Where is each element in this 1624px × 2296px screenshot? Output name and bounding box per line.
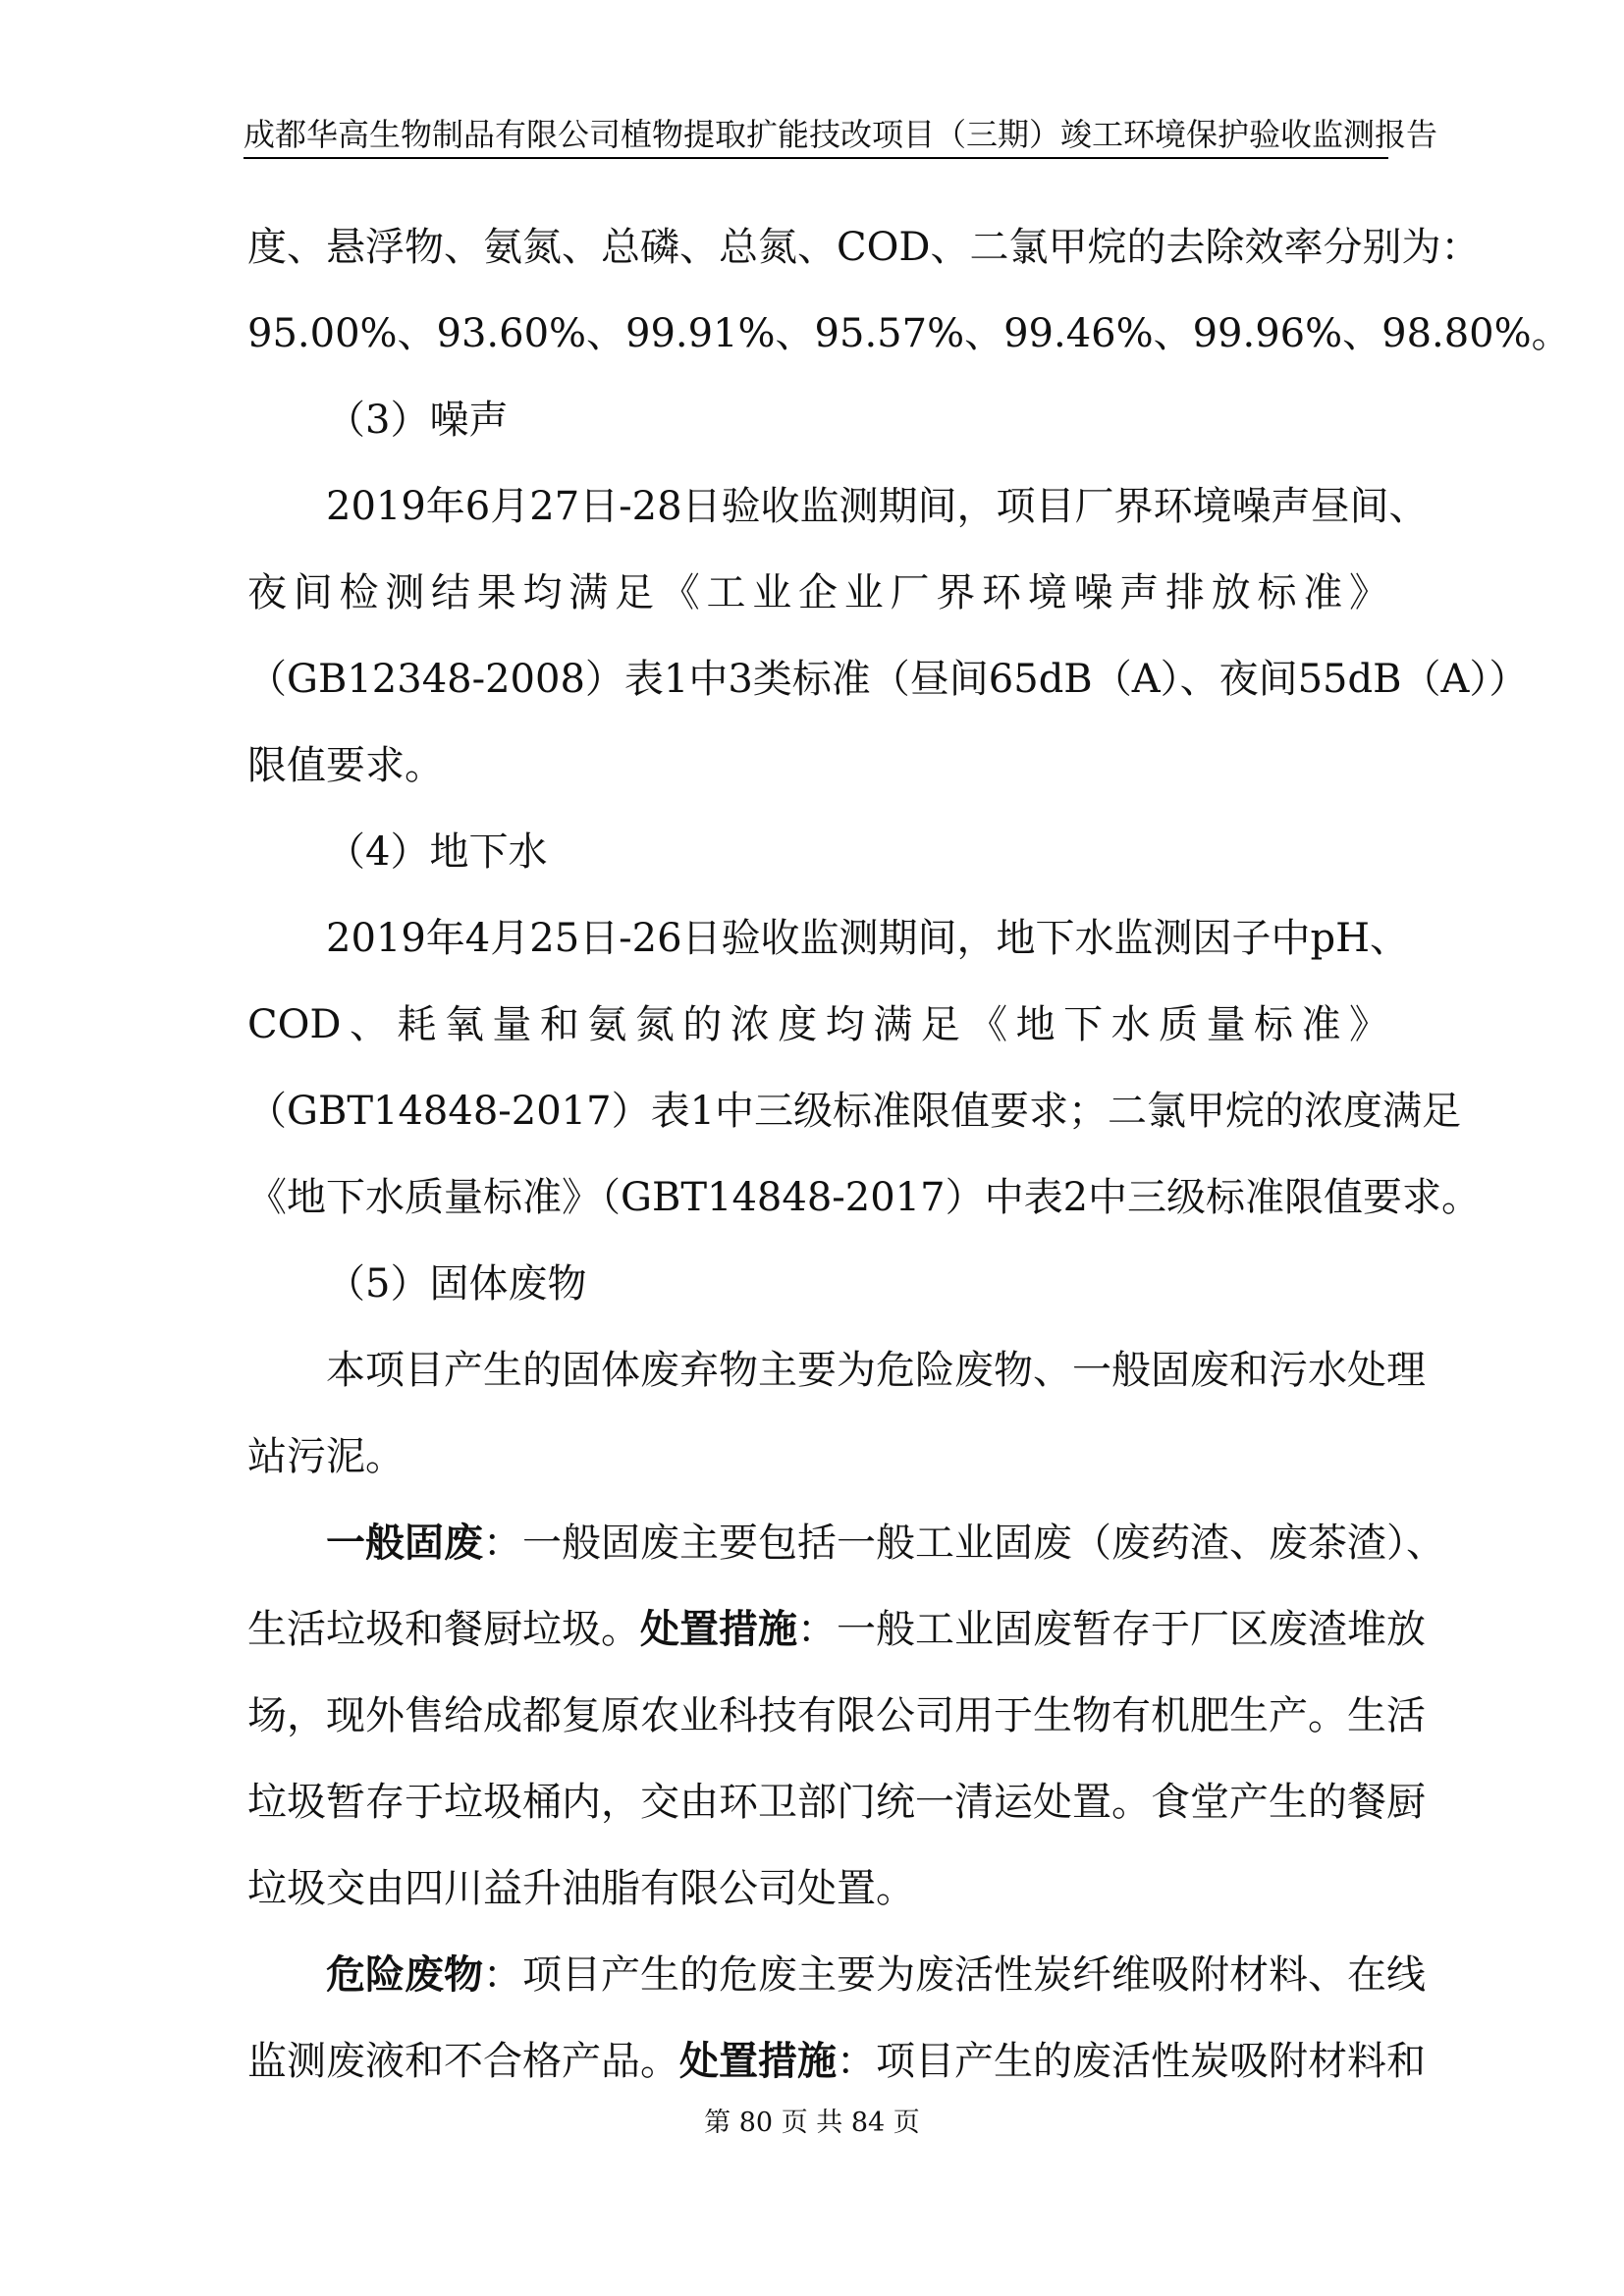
paragraph-line: 度、悬浮物、氨氮、总磷、总氮、COD、二氯甲烷的去除效率分别为： [247,225,1481,270]
colon: ： [837,2039,876,2084]
paragraph-line: COD、耗氧量和氨氮的浓度均满足《地下水质量标准》 [247,1002,1388,1047]
disposal-label: 处置措施 [640,1606,797,1652]
page-header: 成都华高生物制品有限公司植物提取扩能技改项目（三期）竣工环境保护验收监测报告 [244,112,1388,159]
document-body [247,204,1571,2105]
paragraph-line: （GB12348-2008）表1中3类标准（昼间65dB（A）、夜间55dB（A）） [247,657,1529,702]
line-text: 项目产生的危废主要为废活性炭纤维吸附材料、在线 [522,1952,1426,1998]
paragraph-line: 场，现外售给成都复原农业科技有限公司用于生物有机肥生产。生活 [247,1693,1426,1738]
paragraph-line: 夜间检测结果均满足《工业企业厂界环境噪声排放标准》 [247,570,1388,615]
disposal-label: 处置措施 [679,2038,837,2084]
paragraph-line [247,1932,1426,2018]
paragraph-line: 95.00%、93.60%、99.91%、95.57%、99.46%、99.96%、98.80%。 [247,311,1571,356]
paragraph-line: 2019年4月25日-26日验收监测期间，地下水监测因子中pH、 [326,916,1410,961]
paragraph-line: 《地下水质量标准》（GBT14848-2017）中表2中三级标准限值要求。 [247,1175,1482,1220]
paragraph-line [247,1500,1445,1586]
paragraph-line [247,1586,1426,1673]
colon: ： [483,1952,522,1998]
general-waste-label: 一般固废 [326,1520,483,1566]
paragraph-line: （GBT14848-2017）表1中三级标准限值要求；二氯甲烷的浓度满足 [247,1089,1462,1134]
hazardous-waste-label: 危险废物 [326,1951,483,1998]
line-text: 项目产生的废活性炭吸附材料和 [876,2039,1426,2084]
colon: ： [797,1607,837,1652]
paragraph-line: 本项目产生的固体废弃物主要为危险废物、一般固废和污水处理 [326,1348,1426,1393]
paragraph-line [247,2018,1426,2105]
section-heading-groundwater: （4）地下水 [326,829,548,875]
line-text: 一般固废主要包括一般工业固废（废药渣、废茶渣）、 [522,1521,1445,1566]
section-heading-solid-waste: （5）固体废物 [326,1261,587,1307]
paragraph-line: 站污泥。 [247,1434,405,1479]
section-heading-noise: （3）噪声 [326,398,509,443]
line-text: 一般工业固废暂存于厂区废渣堆放 [837,1607,1426,1652]
page-number: 第 80 页 共 84 页 [704,2108,920,2138]
paragraph-line: 限值要求。 [247,743,444,788]
paragraph-line: 垃圾交由四川益升油脂有限公司处置。 [247,1866,915,1911]
colon: ： [483,1521,522,1566]
line-text: 生活垃圾和餐厨垃圾。 [247,1607,640,1652]
paragraph-line: 2019年6月27日-28日验收监测期间，项目厂界环境噪声昼间、 [326,484,1429,529]
paragraph-line: 垃圾暂存于垃圾桶内，交由环卫部门统一清运处置。食堂产生的餐厨 [247,1780,1426,1825]
line-text: 监测废液和不合格产品。 [247,2039,679,2084]
